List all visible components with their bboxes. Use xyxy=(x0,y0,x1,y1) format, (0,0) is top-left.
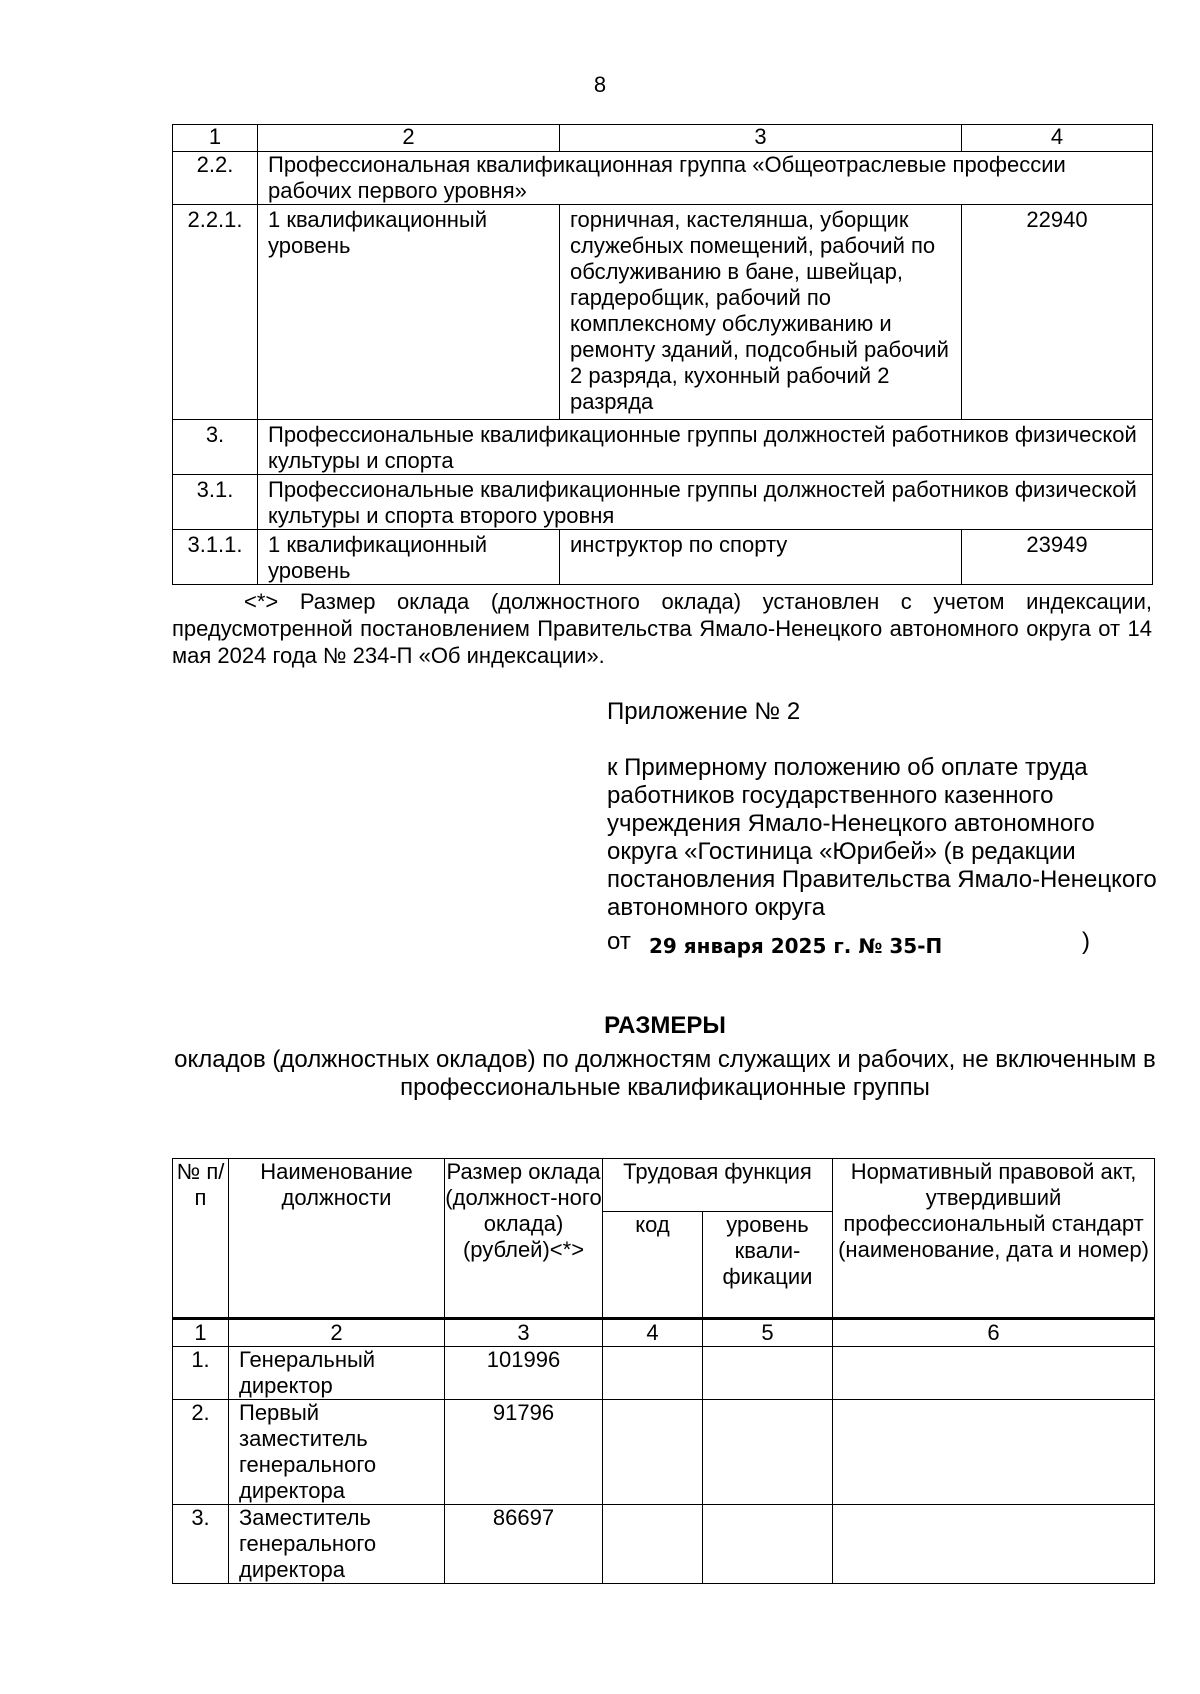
table1-row-3-1 xyxy=(173,475,1153,530)
col-number: 5 xyxy=(703,1319,833,1347)
qualification-level: 1 квалификационный уровень xyxy=(258,205,560,420)
row-number: 3.1. xyxy=(173,475,258,530)
row-number: 2. xyxy=(173,1400,229,1505)
header-labor-function: Трудовая функция xyxy=(603,1159,833,1212)
header-position-name: Наименование должности xyxy=(229,1159,445,1319)
function-code xyxy=(603,1505,703,1584)
position-name: Первый заместитель генерального директора xyxy=(229,1400,445,1505)
page-number: 8 xyxy=(593,72,607,97)
normative-act xyxy=(833,1505,1155,1584)
row-number: 2.2. xyxy=(173,152,258,205)
resolution-date-number: 29 января 2025 г. № 35-П xyxy=(649,934,943,958)
normative-act xyxy=(833,1347,1155,1400)
table2-column-numbers xyxy=(173,1319,1155,1347)
qualification-level: 1 квалификационный уровень xyxy=(258,530,560,585)
header-normative-act: Нормативный правовой акт, утвердивший профессиональный стандарт (наименование, дата и номер) xyxy=(833,1159,1155,1319)
function-level xyxy=(703,1400,833,1505)
table-row xyxy=(173,1400,1155,1505)
table-row xyxy=(173,1505,1155,1584)
function-code xyxy=(603,1400,703,1505)
positions-list: инструктор по спорту xyxy=(560,530,962,585)
document-subtitle: окладов (должностных окладов) по должностям служащих и рабочих, не включенным в профессиональные квалификационные группы xyxy=(174,1046,1156,1101)
indexation-footnote xyxy=(172,588,1152,669)
col-number: 2 xyxy=(229,1319,445,1347)
table1-col-positions: 3 xyxy=(560,125,962,152)
header-num: № п/п xyxy=(173,1159,229,1319)
group-title: Профессиональная квалификационная группа «Общеотраслевые профессии рабочих первого уровня» xyxy=(258,152,1153,205)
table1-col-level: 2 xyxy=(258,125,560,152)
date-prefix: от xyxy=(607,928,631,955)
table1-col-num: 1 xyxy=(173,125,258,152)
table1-row-3 xyxy=(173,420,1153,475)
group-title: Профессиональные квалификационные группы должностей работников физической культуры и спорта xyxy=(258,420,1153,475)
salary-value: 86697 xyxy=(445,1505,603,1584)
salary-value: 23949 xyxy=(962,530,1153,585)
group-title: Профессиональные квалификационные группы должностей работников физической культуры и спорта второго уровня xyxy=(258,475,1153,530)
table2-header-row-1 xyxy=(173,1159,1155,1212)
function-level xyxy=(703,1505,833,1584)
col-number: 4 xyxy=(603,1319,703,1347)
salary-value: 101996 xyxy=(445,1347,603,1400)
row-number: 1. xyxy=(173,1347,229,1400)
normative-act xyxy=(833,1400,1155,1505)
header-code: код xyxy=(603,1212,703,1319)
header-qualification-level: уровень квали-фикации xyxy=(703,1212,833,1319)
positions-list: горничная, кастелянша, уборщик служебных помещений, рабочий по обслуживанию в бане, швейцар, гардеробщик, рабочий по комплексному обслуживанию и ремонту зданий, подсобный рабочий 2 разряда, кухонный рабочий 2 разряда xyxy=(560,205,962,420)
function-level xyxy=(703,1347,833,1400)
appendix-reference: к Примерному положению об оплате труда работников государственного казенного учреждения Ямало-Ненецкого автономного округа «Гостиница «Юрибей» (в редакции постановления Правительства Ямало-Ненецкого автономного округа xyxy=(607,754,1157,921)
table1-header-row xyxy=(173,125,1153,152)
row-number: 3. xyxy=(173,420,258,475)
row-number: 2.2.1. xyxy=(173,205,258,420)
qualification-groups-table xyxy=(172,124,1153,585)
closing-parenthesis: ) xyxy=(1082,928,1090,955)
document-title: РАЗМЕРЫ xyxy=(604,1012,726,1039)
header-salary: Размер оклада (должност-ного оклада) (рублей)<*> xyxy=(445,1159,603,1319)
position-name: Генеральный директор xyxy=(229,1347,445,1400)
salary-sizes-table xyxy=(172,1158,1155,1584)
table1-row-2-2 xyxy=(173,152,1153,205)
table1-row-2-2-1 xyxy=(173,205,1153,420)
function-code xyxy=(603,1347,703,1400)
table1-row-3-1-1 xyxy=(173,530,1153,585)
col-number: 3 xyxy=(445,1319,603,1347)
salary-value: 91796 xyxy=(445,1400,603,1505)
col-number: 6 xyxy=(833,1319,1155,1347)
position-name: Заместитель генерального директора xyxy=(229,1505,445,1584)
col-number: 1 xyxy=(173,1319,229,1347)
appendix-title: Приложение № 2 xyxy=(607,698,801,725)
salary-value: 22940 xyxy=(962,205,1153,420)
table-row xyxy=(173,1347,1155,1400)
row-number: 3. xyxy=(173,1505,229,1584)
footnote-text: <*> Размер оклада (должностного оклада) установлен с учетом индексации, предусмотренной постановлением Правительства Ямало-Ненецкого автономного округа от 14 мая 2024 года № 234-П «Об индексации». xyxy=(172,589,1152,668)
table1-col-salary: 4 xyxy=(962,125,1153,152)
row-number: 3.1.1. xyxy=(173,530,258,585)
